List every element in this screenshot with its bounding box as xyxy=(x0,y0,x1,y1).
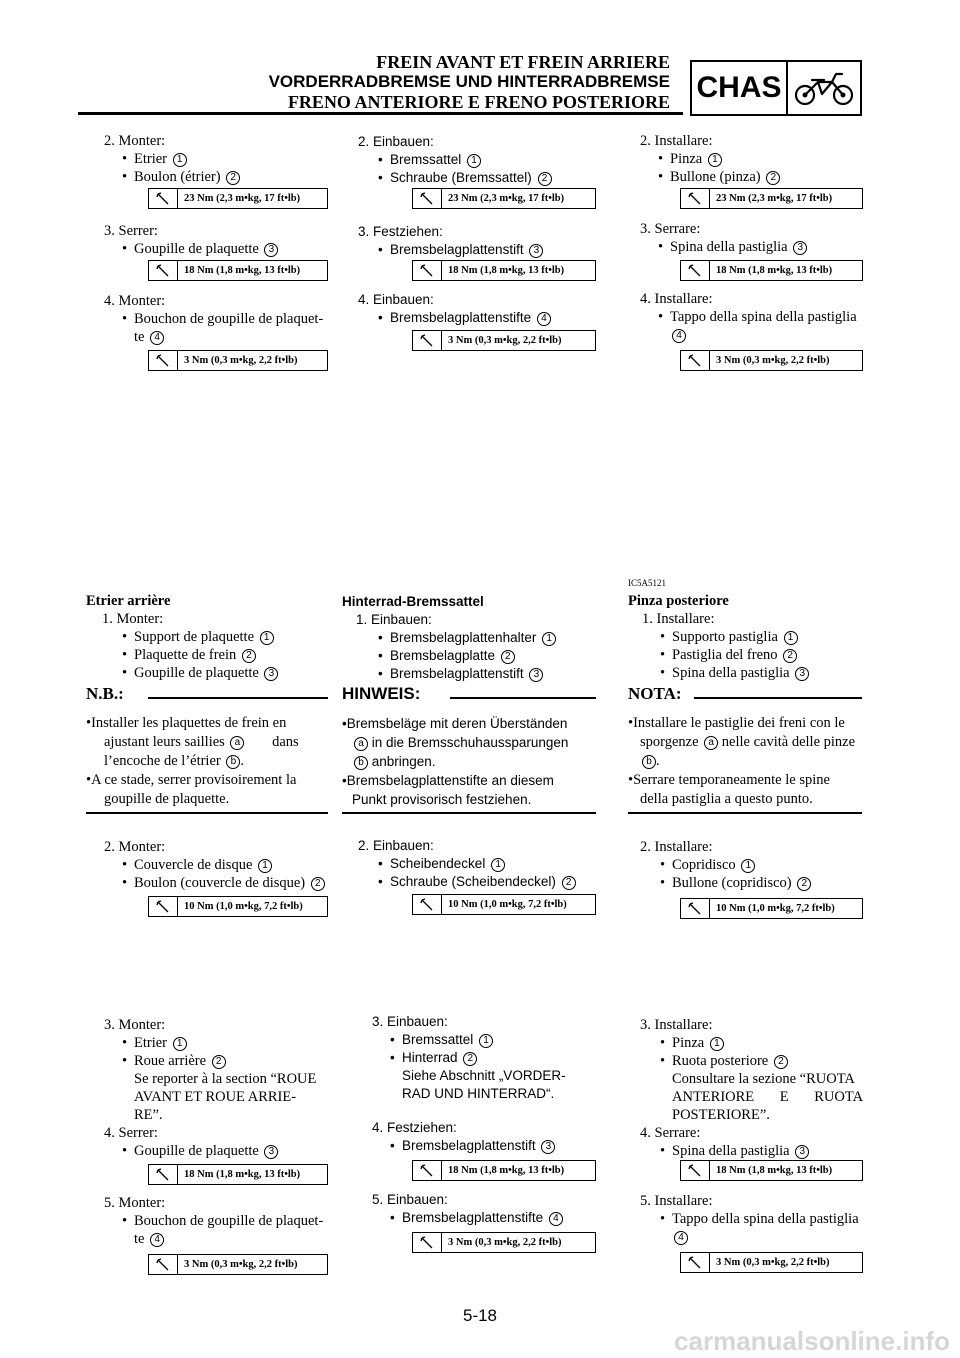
de-rear-step-2-item-2: • Schraube (Scheibendeckel) 2 xyxy=(378,872,576,891)
it-rear-item-2: • Pastiglia del freno 2 xyxy=(660,646,797,665)
torque-wrench-icon xyxy=(413,261,442,280)
torque-spec: 3 Nm (0,3 m•kg, 2,2 ft•lb) xyxy=(412,330,596,351)
it-note-2b: della pastiglia a questo punto. xyxy=(640,791,813,807)
torque-wrench-icon xyxy=(681,1253,710,1272)
fr-rear-step-1: 1. Monter: xyxy=(102,611,164,627)
fr-rear-step-2: 2. Monter: xyxy=(104,839,166,855)
it-rear-title: Pinza posteriore xyxy=(628,593,729,609)
fr-note-heading: N.B.: xyxy=(86,684,124,703)
it-step-3-item-1: • Spina della pastiglia 3 xyxy=(658,238,807,257)
it-rear-step-3-ref-3: POSTERIORE”. xyxy=(672,1107,770,1123)
it-note-heading: NOTA: xyxy=(628,684,682,703)
torque-spec: 18 Nm (1,8 m•kg, 13 ft•lb) xyxy=(412,1160,596,1181)
it-rear-step-3-item-2: • Ruota posteriore 2 xyxy=(660,1052,788,1071)
de-rear-step-3: 3. Einbauen: xyxy=(372,1014,448,1029)
de-rear-step-5: 5. Einbauen: xyxy=(372,1192,448,1207)
torque-wrench-icon xyxy=(149,351,178,370)
it-rear-step-3-ref-2: ANTERIORE E RUOTA xyxy=(672,1089,864,1105)
it-rear-step-3-ref-1: Consultare la sezione “RUOTA xyxy=(672,1071,855,1087)
torque-wrench-icon xyxy=(681,1161,710,1180)
fr-rear-step-4-item-1: • Goupille de plaquette 3 xyxy=(122,1142,278,1161)
de-note-heading: HINWEIS: xyxy=(342,684,421,703)
it-rear-step-4: 4. Serrare: xyxy=(640,1125,701,1141)
de-rear-step-5-item-1: • Bremsbelagplattenstifte 4 xyxy=(390,1208,563,1227)
torque-wrench-icon xyxy=(149,1255,178,1274)
fr-step-4-item-1: • Bouchon de goupille de plaquet- xyxy=(122,311,324,327)
fr-rear-item-1: • Support de plaquette 1 xyxy=(122,628,274,647)
header-rule xyxy=(78,112,683,115)
torque-spec: 10 Nm (1,0 m•kg, 7,2 ft•lb) xyxy=(412,894,596,915)
fr-rear-step-4: 4. Serrer: xyxy=(104,1125,158,1141)
de-note-end-rule xyxy=(342,812,596,814)
torque-wrench-icon xyxy=(413,1161,442,1180)
torque-spec: 23 Nm (2,3 m•kg, 17 ft•lb) xyxy=(148,188,328,209)
fr-rear-step-3-ref-3: RE”. xyxy=(134,1107,163,1123)
fr-step-2: 2. Monter: xyxy=(104,133,166,149)
torque-wrench-icon xyxy=(149,261,178,280)
de-note-2a: •Bremsbelagplattenstifte an diesem xyxy=(342,773,554,788)
de-note-1a: •Bremsbeläge mit deren Überständen xyxy=(342,716,568,731)
de-rear-item-2: • Bremsbelagplatte 2 xyxy=(378,646,515,665)
de-rear-step-3-ref-1: Siehe Abschnitt „VORDER- xyxy=(402,1068,566,1083)
de-rear-item-3: • Bremsbelagplattenstift 3 xyxy=(378,664,543,683)
torque-wrench-icon xyxy=(413,189,442,208)
fr-rear-step-2-item-1: • Couvercle de disque 1 xyxy=(122,856,272,875)
de-rear-step-4: 4. Festziehen: xyxy=(372,1120,457,1135)
motorcycle-icon xyxy=(788,62,860,114)
section-badge xyxy=(690,60,862,116)
it-rear-step-3: 3. Installare: xyxy=(640,1017,713,1033)
header-title-fr: FREIN AVANT ET FREIN ARRIERE xyxy=(376,52,670,72)
fr-rear-step-3-item-2: • Roue arrière 2 xyxy=(122,1052,226,1071)
de-step-4: 4. Einbauen: xyxy=(358,292,434,307)
de-note-2b: Punkt provisorisch festziehen. xyxy=(352,792,532,807)
de-step-2-item-2: • Schraube (Bremssattel) 2 xyxy=(378,168,552,187)
fr-note-2a: •A ce stade, serrer provisoirement la xyxy=(86,772,297,788)
fr-rear-step-2-item-2: • Boulon (couvercle de disque) 2 xyxy=(122,874,325,893)
it-rear-step-3-item-1: • Pinza 1 xyxy=(660,1034,724,1053)
de-rear-step-2-item-1: • Scheibendeckel 1 xyxy=(378,854,505,873)
de-rear-step-2: 2. Einbauen: xyxy=(358,838,434,853)
it-rear-item-3: • Spina della pastiglia 3 xyxy=(660,664,809,683)
de-note-1c: b anbringen. xyxy=(352,752,436,771)
it-note-rule xyxy=(694,697,862,699)
fr-rear-item-2: • Plaquette de frein 2 xyxy=(122,646,256,665)
it-rear-step-5: 5. Installare: xyxy=(640,1193,713,1209)
torque-wrench-icon xyxy=(149,897,178,916)
fr-rear-step-3-ref-2: AVANT ET ROUE ARRIE- xyxy=(134,1089,297,1105)
torque-spec: 18 Nm (1,8 m•kg, 13 ft•lb) xyxy=(412,260,596,281)
it-step-3: 3. Serrare: xyxy=(640,221,701,237)
fr-rear-step-5-item-1: • Bouchon de goupille de plaquet- xyxy=(122,1213,324,1229)
torque-spec: 3 Nm (0,3 m•kg, 2,2 ft•lb) xyxy=(680,1252,863,1273)
fr-note-rule xyxy=(148,697,328,699)
torque-wrench-icon xyxy=(413,331,442,350)
it-rear-step-2-item-2: • Bullone (copridisco) 2 xyxy=(660,874,811,893)
fr-rear-step-3-ref-1: Se reporter à la section “ROUE xyxy=(134,1071,317,1087)
fr-rear-step-3: 3. Monter: xyxy=(104,1017,166,1033)
fr-note-2b: goupille de plaquette. xyxy=(104,791,230,807)
it-note-end-rule xyxy=(628,812,862,814)
torque-spec: 18 Nm (1,8 m•kg, 13 ft•lb) xyxy=(680,1160,863,1181)
page-number: 5-18 xyxy=(462,1306,498,1325)
it-step-2-item-2: • Bullone (pinza) 2 xyxy=(658,168,780,187)
fr-rear-item-3: • Goupille de plaquette 3 xyxy=(122,664,278,683)
it-step-4: 4. Installare: xyxy=(640,291,713,307)
fr-step-3: 3. Serrer: xyxy=(104,223,158,239)
torque-spec: 3 Nm (0,3 m•kg, 2,2 ft•lb) xyxy=(680,350,863,371)
torque-spec: 3 Nm (0,3 m•kg, 2,2 ft•lb) xyxy=(412,1232,596,1253)
it-rear-item-1: • Supporto pastiglia 1 xyxy=(660,628,798,647)
de-rear-step-3-item-1: • Bremssattel 1 xyxy=(390,1030,493,1049)
torque-wrench-icon xyxy=(681,351,710,370)
de-rear-step-1: 1. Einbauen: xyxy=(356,612,432,627)
fr-rear-step-5: 5. Monter: xyxy=(104,1195,166,1211)
de-step-3: 3. Festziehen: xyxy=(358,224,443,239)
torque-wrench-icon xyxy=(149,1165,178,1184)
torque-wrench-icon xyxy=(413,1233,442,1252)
fr-note-end-rule xyxy=(86,812,328,814)
it-step-2: 2. Installare: xyxy=(640,133,713,149)
it-note-1b: sporgenze a nelle cavità delle pinze xyxy=(640,734,856,750)
fr-step-4-item-1-cont: te 4 xyxy=(134,328,164,347)
de-rear-title: Hinterrad-Bremssattel xyxy=(342,594,484,609)
torque-spec: 23 Nm (2,3 m•kg, 17 ft•lb) xyxy=(412,188,596,209)
it-rear-step-5-item-1: • Tappo della spina della pastiglia xyxy=(660,1211,859,1227)
torque-wrench-icon xyxy=(413,895,442,914)
fr-rear-title: Etrier arrière xyxy=(86,593,171,609)
fr-step-3-item-1: • Goupille de plaquette 3 xyxy=(122,240,278,259)
it-section-code: IC5A5121 xyxy=(628,578,666,588)
torque-spec: 3 Nm (0,3 m•kg, 2,2 ft•lb) xyxy=(148,1254,328,1275)
header-title-it: FRENO ANTERIORE E FRENO POSTERIORE xyxy=(287,92,670,112)
fr-step-2-item-2: • Boulon (étrier) 2 xyxy=(122,168,240,187)
torque-spec: 18 Nm (1,8 m•kg, 13 ft•lb) xyxy=(680,260,863,281)
de-step-2: 2. Einbauen: xyxy=(358,134,434,149)
torque-spec: 10 Nm (1,0 m•kg, 7,2 ft•lb) xyxy=(148,896,328,917)
torque-wrench-icon xyxy=(149,189,178,208)
fr-note-1b: ajustant leurs saillies a dans xyxy=(104,734,299,750)
fr-step-2-item-1: • Etrier 1 xyxy=(122,150,187,169)
de-note-1b: a in die Bremsschuhaussparungen xyxy=(352,733,568,752)
fr-rear-step-5-item-1-cont: te 4 xyxy=(134,1230,164,1249)
it-rear-step-2: 2. Installare: xyxy=(640,839,713,855)
torque-wrench-icon xyxy=(681,899,710,918)
it-step-4-item-1: • Tappo della spina della pastiglia xyxy=(658,309,857,325)
torque-wrench-icon xyxy=(681,261,710,280)
torque-spec: 23 Nm (2,3 m•kg, 17 ft•lb) xyxy=(680,188,863,209)
de-rear-step-4-item-1: • Bremsbelagplattenstift 3 xyxy=(390,1136,555,1155)
torque-spec: 10 Nm (1,0 m•kg, 7,2 ft•lb) xyxy=(680,898,863,919)
fr-step-4: 4. Monter: xyxy=(104,293,166,309)
it-note-1a: •Installare le pastiglie dei freni con le xyxy=(628,715,845,731)
torque-wrench-icon xyxy=(681,189,710,208)
de-rear-step-3-item-2: • Hinterrad 2 xyxy=(390,1048,477,1067)
it-note-2a: •Serrare temporaneamente le spine xyxy=(628,772,830,788)
watermark: carmanualsonline.info xyxy=(674,1326,950,1356)
de-step-3-item-1: • Bremsbelagplattenstift 3 xyxy=(378,240,543,259)
it-note-1c: b . xyxy=(640,752,660,771)
it-rear-step-2-item-1: • Copridisco 1 xyxy=(660,856,755,875)
it-rear-step-5-marker: 4 xyxy=(672,1228,688,1247)
fr-note-1c: l’encoche de l’étrier b . xyxy=(104,753,244,769)
de-step-4-item-1: • Bremsbelagplattenstifte 4 xyxy=(378,308,551,327)
it-step-2-item-1: • Pinza 1 xyxy=(658,150,722,169)
torque-spec: 18 Nm (1,8 m•kg, 13 ft•lb) xyxy=(148,1164,328,1185)
fr-note-1a: •Installer les plaquettes de frein en xyxy=(86,715,287,731)
it-step-4-marker: 4 xyxy=(670,326,686,345)
torque-spec: 18 Nm (1,8 m•kg, 13 ft•lb) xyxy=(148,260,328,281)
fr-rear-step-3-item-1: • Etrier 1 xyxy=(122,1034,187,1053)
torque-spec: 3 Nm (0,3 m•kg, 2,2 ft•lb) xyxy=(148,350,328,371)
section-badge-label: CHAS xyxy=(692,62,788,114)
de-rear-step-3-ref-2: RAD UND HINTERRAD“. xyxy=(402,1086,555,1101)
header-title-de: VORDERRADBREMSE UND HINTERRADBREMSE xyxy=(268,72,670,91)
de-note-rule xyxy=(450,697,596,699)
it-rear-step-1: 1. Installare: xyxy=(642,611,715,627)
de-rear-item-1: • Bremsbelagplattenhalter 1 xyxy=(378,628,556,647)
it-rear-step-4-item-1: • Spina della pastiglia 3 xyxy=(660,1142,809,1161)
de-step-2-item-1: • Bremssattel 1 xyxy=(378,150,481,169)
